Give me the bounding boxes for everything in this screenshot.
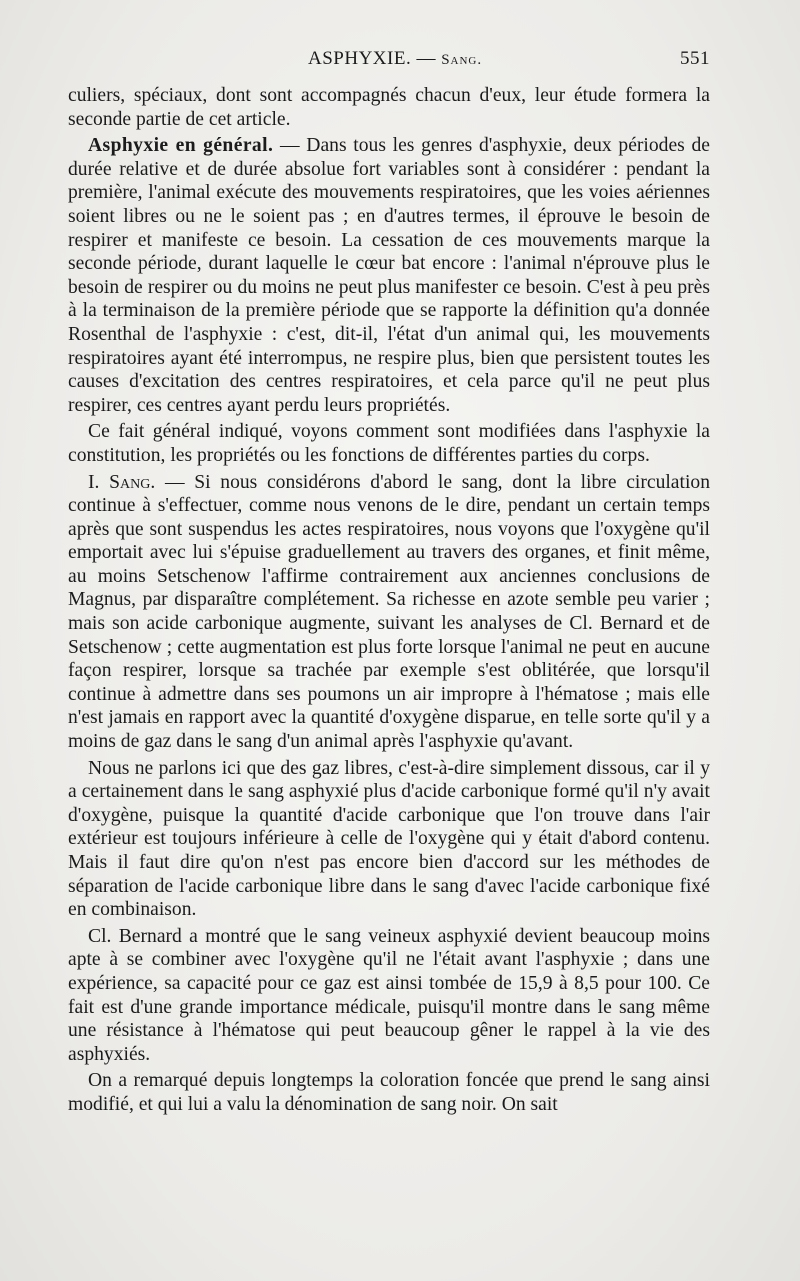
paragraph-asphyxie-generale — [68, 134, 710, 417]
paragraph-text: Cl. Bernard a montré que le sang veineux asphyxié devient beaucoup moins apte à se combiner avec l'oxygène qu'il ne l'était avant l'asphyxie ; dans une expérience, sa capacité pour ce gaz est ainsi tombée de 15,9 à 8,5 pour 100. Ce fait est d'une grande importance médicale, puisqu'il montre dans le sang même une résistance à l'hématose qui peut beaucoup gêner le rappel à la vie des asphyxiés. — [68, 925, 710, 1065]
paragraph-coloration — [68, 1069, 710, 1116]
running-title-section: Sang. — [441, 52, 483, 68]
paragraph-text: — Dans tous les genres d'asphyxie, deux périodes de durée relative et de durée absolue fort variables sont à considérer : pendant la première, l'animal exécute des mouvements respiratoires, que les voies aériennes soient libres ou ne le soient pas ; en d'autres termes, il éprouve le besoin de respirer et manifeste ce besoin. La cessation de ces mouvements marque la seconde période, durant laquelle le cœur bat encore : l'animal n'éprouve plus le besoin de respirer ou du moins ne peut plus manifester ce besoin. C'est à peu près à la terminaison de la première période que se rapporte la définition qu'a donnée Rosenthal de l'asphyxie : c'est, dit-il, l'état d'un animal qui, les mouvements respiratoires ayant été interrompus, ne respire plus, bien que persistent toutes les causes d'excitation des centres respiratoires, et cela parce qu'il ne peut plus respirer, ces centres ayant perdu leurs propriétés. — [68, 135, 710, 416]
section-heading: Asphyxie en général. — [88, 135, 274, 157]
paragraph-text: Nous ne parlons ici que des gaz libres, c'est-à-dire simplement dissous, car il y a certainement dans le sang asphyxié plus d'acide carbonique formé qu'il n'y avait d'oxygène, puisque la quantité d'acide carbonique que l'on trouve dans l'air extérieur est toujours inférieure à celle de l'oxygène qui y était d'abord contenu. Mais il faut dire qu'on n'est pas encore bien d'accord sur les méthodes de séparation de l'acide carbonique libre dans le sang d'avec l'acide carbonique fixé en combinaison. — [68, 757, 710, 921]
paragraph-continuation — [68, 84, 710, 131]
paragraph-text: culiers, spéciaux, dont sont accompagnés chacun d'eux, leur étude formera la seconde partie de cet article. — [68, 85, 710, 130]
section-heading: I. Sang. — [88, 471, 156, 493]
running-title-main: ASPHYXIE. — [308, 48, 412, 69]
page-number: 551 — [680, 48, 710, 69]
body-text — [68, 84, 710, 1117]
running-title-dash: — — [411, 48, 442, 69]
paragraph-text: Ce fait général indiqué, voyons comment sont modifiées dans l'asphyxie la constitution, les propriétés ou les fonctions de différentes parties du corps. — [68, 421, 710, 466]
paragraph-bernard — [68, 925, 710, 1067]
running-title — [308, 48, 482, 70]
running-header — [68, 48, 710, 74]
paragraph-text: — Si nous considérons d'abord le sang, dont la libre circulation continue à s'effectuer, comme nous venons de le dire, pendant un certain temps après que sont suspendus les actes respiratoires, nous voyons que l'oxygène qu'il emportait avec lui s'épuise graduellement au travers des organes, et finit même, au moins Setschenow l'affirme contrairement aux anciennes conclusions de Magnus, par disparaître complétement. Sa richesse en azote semble peu varier ; mais son acide carbonique augmente, suivant les analyses de Cl. Bernard et de Setschenow ; cette augmentation est plus forte lorsque l'animal ne peut en aucune façon respirer, lorsque sa trachée par exemple s'est oblitérée, que lorsqu'il continue à admettre dans ses poumons un air impropre à l'hématose ; mais elle n'est jamais en rapport avec la quantité d'oxygène disparue, en telle sorte qu'il y a moins de gaz dans le sang d'un animal après l'asphyxie qu'avant. — [68, 471, 710, 753]
paragraph-sang — [68, 471, 710, 754]
paragraph-gaz-libres — [68, 757, 710, 922]
paragraph-fait-general — [68, 420, 710, 467]
paragraph-text: On a remarqué depuis longtemps la coloration foncée que prend le sang ainsi modifié, et qui lui a valu la dénomination de sang noir. On sait — [68, 1070, 710, 1115]
